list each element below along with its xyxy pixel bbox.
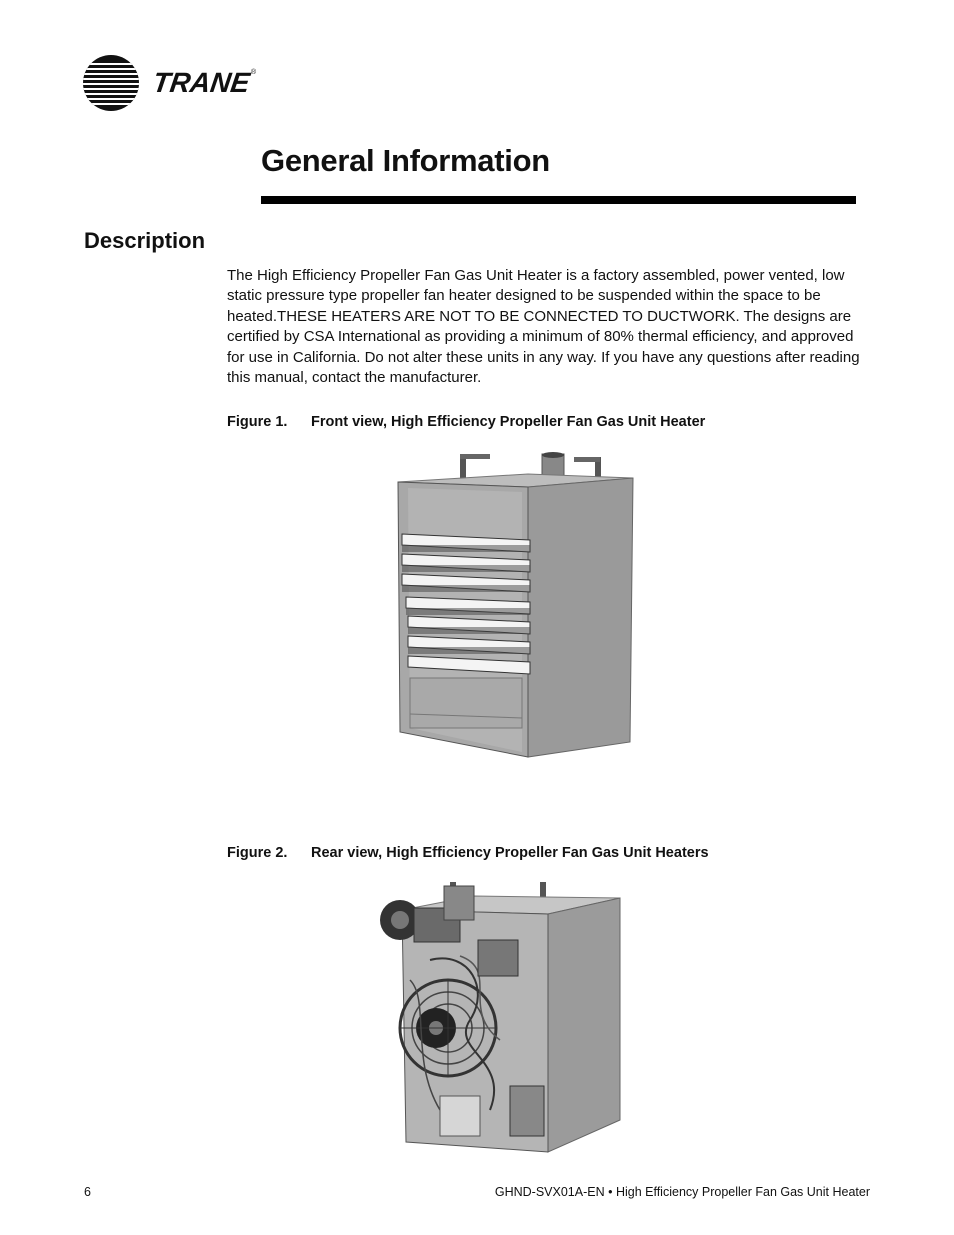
brand-wordmark: TRANE (150, 67, 252, 98)
figure-2-caption (227, 845, 709, 861)
trane-circle-logo-icon (83, 55, 139, 111)
trane-logo (83, 55, 258, 111)
footer-document-line: GHND-SVX01A-EN • High Efficiency Propeller Fan Gas Unit Heater (494, 1185, 870, 1199)
figure-2-title: Rear view, High Efficiency Propeller Fan Gas Unit Heaters (311, 845, 709, 861)
figure-2-number: Figure 2. (227, 845, 288, 861)
page-title: General Information (261, 143, 550, 178)
footer-page-number: 6 (84, 1185, 91, 1199)
description-paragraph: The High Efficiency Propeller Fan Gas Unit Heater is a factory assembled, power vented, low static pressure type propeller fan heater designed to be suspended within the space to be heated.THESE HEATERS ARE NOT TO BE CONNECTED TO DUCTWORK. The designs are certified by CSA International as providing a minimum of 80% thermal efficiency, and approved for use in California. Do not alter these units in any way. If you have any questions after reading this manual, contact the manufacturer. (227, 267, 860, 387)
figure-1-title: Front view, High Efficiency Propeller Fan Gas Unit Heater (311, 414, 706, 430)
rear-view-heater-image (370, 880, 626, 1162)
figure-1-number: Figure 1. (227, 414, 288, 430)
registered-mark: ® (251, 69, 257, 76)
title-rule (261, 196, 856, 204)
section-heading: Description (84, 228, 206, 253)
figure-1-caption (227, 414, 705, 430)
front-view-heater-image (388, 452, 636, 762)
